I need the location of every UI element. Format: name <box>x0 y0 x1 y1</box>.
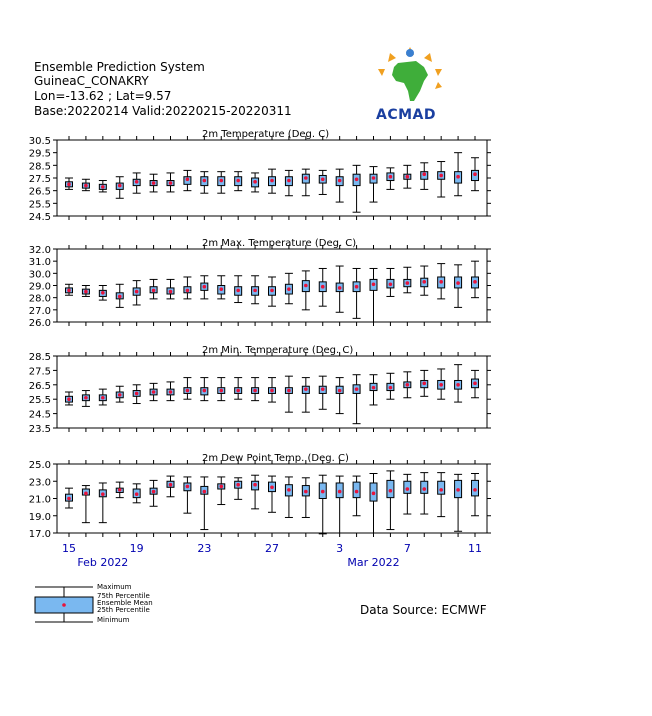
box-day-9 <box>200 172 208 194</box>
y-tick-label: 27.0 <box>28 305 51 317</box>
y-tick-label: 25.5 <box>28 199 51 211</box>
panel-title: 2m Temperature (Deg. C) <box>202 129 330 140</box>
box-day-12 <box>251 475 259 509</box>
x-tick-label: 23 <box>197 542 212 555</box>
x-tick-label: 3 <box>336 542 344 555</box>
box-day-23 <box>437 264 445 299</box>
box-day-4 <box>116 177 124 199</box>
mean-dot <box>287 179 291 183</box>
box-day-3 <box>99 181 107 192</box>
mean-dot <box>406 383 410 387</box>
mean-dot <box>135 180 139 184</box>
mean-dot <box>304 387 308 391</box>
box-day-19 <box>370 473 378 533</box>
mean-dot <box>321 387 325 391</box>
mean-dot <box>338 490 342 494</box>
box-day-1 <box>65 178 73 189</box>
mean-dot <box>389 282 393 286</box>
mean-dot <box>186 177 190 181</box>
data-source-label: Data Source: ECMWF <box>360 603 487 617</box>
y-tick-label: 23.5 <box>28 424 51 435</box>
mean-dot <box>101 396 105 400</box>
y-tick-label: 32.0 <box>28 245 51 256</box>
mean-dot <box>203 389 207 393</box>
box-day-7 <box>167 173 175 192</box>
box-day-7 <box>167 382 175 401</box>
panel-4 <box>29 453 491 540</box>
header-line-2: GuineaC_CONAKRY <box>34 74 149 88</box>
box-day-7 <box>167 476 175 497</box>
box-day-6 <box>150 174 158 192</box>
mean-dot <box>338 389 342 393</box>
y-tick-label: 19.0 <box>28 511 51 523</box>
box-day-13 <box>268 476 276 512</box>
mean-dot <box>203 490 207 494</box>
mean-dot <box>372 492 376 496</box>
y-tick-label: 28.5 <box>28 352 51 363</box>
box-day-6 <box>150 480 158 506</box>
mean-dot <box>169 390 173 394</box>
mean-dot <box>389 175 393 179</box>
mean-dot <box>355 387 359 391</box>
mean-dot <box>67 397 71 401</box>
panel-3 <box>29 345 491 435</box>
mean-dot <box>338 179 342 183</box>
y-tick-label: 24.5 <box>28 212 51 223</box>
box-day-25 <box>471 473 479 515</box>
y-tick-label: 26.5 <box>28 380 51 392</box>
box-day-11 <box>234 378 242 400</box>
box-day-5 <box>133 281 141 305</box>
y-tick-label: 30.0 <box>28 269 51 281</box>
box-day-4 <box>116 284 124 307</box>
mean-dot <box>186 289 190 293</box>
box-day-20 <box>386 373 394 399</box>
header-line-4: Base:20220214 Valid:20220215-20220311 <box>34 104 292 118</box>
y-tick-label: 28.0 <box>28 293 51 305</box>
mean-dot <box>118 488 122 492</box>
box-day-16 <box>319 170 327 194</box>
legend-label: Ensemble Mean <box>97 599 153 607</box>
mean-dot <box>372 386 376 390</box>
mean-dot <box>101 291 105 295</box>
box-day-13 <box>268 378 276 402</box>
y-tick-label: 17.0 <box>28 529 51 540</box>
box-day-18 <box>353 375 361 424</box>
box-day-22 <box>420 163 428 190</box>
mean-dot <box>270 485 274 489</box>
mean-dot <box>118 393 122 397</box>
legend <box>35 587 93 622</box>
box-day-17 <box>336 476 344 533</box>
box-day-3 <box>99 483 107 523</box>
x-tick-label: 19 <box>129 542 144 555</box>
box-day-18 <box>353 165 361 212</box>
box-day-10 <box>217 477 225 505</box>
y-tick-label: 31.0 <box>28 257 51 269</box>
mean-dot <box>389 386 393 390</box>
mean-dot <box>253 389 257 393</box>
box-day-2 <box>82 486 90 523</box>
box-day-25 <box>471 158 479 191</box>
mean-dot <box>135 492 139 496</box>
mean-dot <box>321 490 325 494</box>
box-day-21 <box>403 474 411 514</box>
mean-dot <box>270 179 274 183</box>
mean-dot <box>287 389 291 393</box>
month-label: Feb 2022 <box>77 556 129 569</box>
box-day-16 <box>319 475 327 534</box>
box-day-22 <box>420 473 428 514</box>
box-day-25 <box>471 370 479 397</box>
mean-dot <box>84 290 88 294</box>
mean-dot <box>253 483 257 487</box>
x-tick-label: 11 <box>468 542 482 555</box>
box-day-21 <box>403 165 411 188</box>
mean-dot <box>422 487 426 491</box>
box-day-18 <box>353 268 361 318</box>
y-tick-label: 27.5 <box>28 366 51 378</box>
mean-dot <box>270 389 274 393</box>
box-day-19 <box>370 375 378 405</box>
y-tick-label: 24.5 <box>28 409 51 421</box>
y-tick-label: 23.0 <box>28 477 51 489</box>
mean-dot <box>219 485 223 489</box>
box-day-21 <box>403 372 411 398</box>
mean-dot <box>372 176 376 180</box>
box-day-15 <box>302 271 310 310</box>
box-day-2 <box>82 286 90 297</box>
mean-dot <box>186 485 190 489</box>
mean-dot <box>321 177 325 181</box>
box-day-5 <box>133 484 141 503</box>
acmad-logo-text: ACMAD <box>376 107 436 123</box>
mean-dot <box>135 392 139 396</box>
box-day-13 <box>268 169 276 193</box>
mean-dot <box>219 179 223 183</box>
mean-dot <box>67 497 71 501</box>
box-day-23 <box>437 473 445 517</box>
mean-dot <box>152 289 156 293</box>
box-day-2 <box>82 391 90 407</box>
legend-label: Maximum <box>97 583 132 591</box>
box-day-24 <box>454 153 462 196</box>
box-day-20 <box>386 268 394 296</box>
mean-dot <box>135 290 139 294</box>
box-day-9 <box>200 477 208 530</box>
mean-dot <box>84 396 88 400</box>
mean-dot <box>169 290 173 294</box>
mean-dot <box>338 286 342 290</box>
legend-mean-dot <box>62 603 66 607</box>
mean-dot <box>422 382 426 386</box>
box-day-1 <box>65 488 73 508</box>
box-day-13 <box>268 277 276 306</box>
mean-dot <box>236 483 240 487</box>
box-day-10 <box>217 276 225 299</box>
box-day-6 <box>150 383 158 400</box>
month-label: Mar 2022 <box>347 556 400 569</box>
mean-dot <box>321 285 325 289</box>
mean-dot <box>253 289 257 293</box>
box-day-16 <box>319 376 327 409</box>
box-day-24 <box>454 265 462 308</box>
header-line-3: Lon=-13.62 ; Lat=9.57 <box>34 89 172 103</box>
box-day-12 <box>251 378 259 401</box>
y-tick-label: 26.0 <box>28 318 51 329</box>
mean-dot <box>203 179 207 183</box>
panel-title: 2m Min. Temperature (Deg. C) <box>202 345 354 356</box>
box-day-4 <box>116 386 124 402</box>
box-day-14 <box>285 477 293 518</box>
mean-dot <box>456 281 460 285</box>
header-line-1: Ensemble Prediction System <box>34 60 205 74</box>
box-day-25 <box>471 261 479 298</box>
mean-dot <box>473 172 477 176</box>
x-tick-label: 7 <box>403 542 411 555</box>
legend-label: Minimum <box>97 616 130 624</box>
box-day-7 <box>167 279 175 298</box>
mean-dot <box>456 488 460 492</box>
box-day-10 <box>217 378 225 401</box>
box-day-11 <box>234 276 242 303</box>
mean-dot <box>84 492 88 496</box>
x-tick-label: 27 <box>265 542 279 555</box>
y-tick-label: 21.0 <box>28 494 51 506</box>
box-day-22 <box>420 266 428 295</box>
mean-dot <box>439 174 443 178</box>
mean-dot <box>439 280 443 284</box>
mean-dot <box>406 281 410 285</box>
y-tick-label: 25.0 <box>28 460 51 471</box>
mean-dot <box>67 183 71 187</box>
box-day-11 <box>234 172 242 191</box>
y-tick-label: 29.5 <box>28 148 51 160</box>
mean-dot <box>355 285 359 289</box>
box-day-1 <box>65 392 73 405</box>
box-day-4 <box>116 482 124 498</box>
mean-dot <box>169 483 173 487</box>
y-tick-label: 30.5 <box>28 136 51 147</box>
mean-dot <box>473 488 477 492</box>
box-day-18 <box>353 476 361 516</box>
mean-dot <box>473 382 477 386</box>
mean-dot <box>355 177 359 181</box>
mean-dot <box>101 492 105 496</box>
box-day-12 <box>251 173 259 192</box>
mean-dot <box>456 175 460 179</box>
box-day-12 <box>251 276 259 304</box>
box-day-16 <box>319 268 327 306</box>
mean-dot <box>152 390 156 394</box>
box-day-23 <box>437 369 445 399</box>
box-day-6 <box>150 279 158 298</box>
mean-dot <box>439 488 443 492</box>
box-day-15 <box>302 169 310 196</box>
mean-dot <box>203 285 207 289</box>
box-day-1 <box>65 284 73 295</box>
box-day-14 <box>285 273 293 303</box>
panel-1 <box>29 129 491 223</box>
mean-dot <box>389 489 393 493</box>
box-day-9 <box>200 378 208 401</box>
box-day-5 <box>133 173 141 193</box>
box-day-21 <box>403 267 411 293</box>
mean-dot <box>304 490 308 494</box>
box-day-8 <box>183 378 191 400</box>
panel-title: 2m Dew Point Temp. (Deg. C) <box>202 453 349 464</box>
mean-dot <box>406 487 410 491</box>
mean-dot <box>372 282 376 286</box>
box-day-15 <box>302 378 310 413</box>
mean-dot <box>473 280 477 284</box>
mean-dot <box>219 287 223 291</box>
mean-dot <box>355 490 359 494</box>
mean-dot <box>236 389 240 393</box>
mean-dot <box>84 184 88 188</box>
box-day-17 <box>336 378 344 414</box>
box-day-3 <box>99 286 107 301</box>
mean-dot <box>186 389 190 393</box>
box-day-8 <box>183 170 191 190</box>
mean-dot <box>152 490 156 494</box>
mean-dot <box>304 284 308 288</box>
panel-title: 2m Max. Temperature (Deg. C) <box>202 238 357 249</box>
mean-dot <box>152 181 156 185</box>
box-day-24 <box>454 365 462 402</box>
box-day-3 <box>99 389 107 405</box>
mean-dot <box>253 180 257 184</box>
mean-dot <box>219 389 223 393</box>
box-day-23 <box>437 162 445 197</box>
box-day-5 <box>133 385 141 404</box>
mean-dot <box>422 280 426 284</box>
mean-dot <box>67 289 71 293</box>
mean-dot <box>406 175 410 179</box>
box-day-8 <box>183 477 191 513</box>
mean-dot <box>270 289 274 293</box>
mean-dot <box>456 383 460 387</box>
box-day-20 <box>386 471 394 530</box>
box-day-20 <box>386 168 394 190</box>
box-day-2 <box>82 179 90 190</box>
mean-dot <box>422 172 426 176</box>
box-day-15 <box>302 478 310 518</box>
mean-dot <box>439 383 443 387</box>
mean-dot <box>101 185 105 189</box>
mean-dot <box>287 488 291 492</box>
mean-dot <box>169 181 173 185</box>
y-tick-label: 26.5 <box>28 186 51 198</box>
box-day-9 <box>200 276 208 299</box>
panel-2 <box>29 238 491 329</box>
legend-label: 25th Percentile <box>97 606 150 614</box>
mean-dot <box>236 289 240 293</box>
iqr-box <box>438 481 445 494</box>
box-day-10 <box>217 172 225 194</box>
mean-dot <box>287 287 291 291</box>
box-day-19 <box>370 167 378 202</box>
y-tick-label: 28.5 <box>28 161 51 173</box>
box-day-17 <box>336 169 344 202</box>
y-tick-label: 27.5 <box>28 174 51 185</box>
mean-dot <box>304 176 308 180</box>
box-day-19 <box>370 268 378 322</box>
y-tick-label: 25.5 <box>28 395 51 407</box>
legend-label: 75th Percentile <box>97 592 150 600</box>
x-tick-label: 15 <box>62 542 76 555</box>
y-tick-label: 29.0 <box>28 281 51 293</box>
mean-dot <box>118 295 122 299</box>
box-day-14 <box>285 170 293 195</box>
box-day-11 <box>234 478 242 500</box>
box-day-17 <box>336 266 344 312</box>
box-day-22 <box>420 370 428 396</box>
box-day-24 <box>454 474 462 531</box>
box-day-14 <box>285 376 293 412</box>
box-day-8 <box>183 277 191 299</box>
mean-dot <box>236 179 240 183</box>
mean-dot <box>118 184 122 188</box>
